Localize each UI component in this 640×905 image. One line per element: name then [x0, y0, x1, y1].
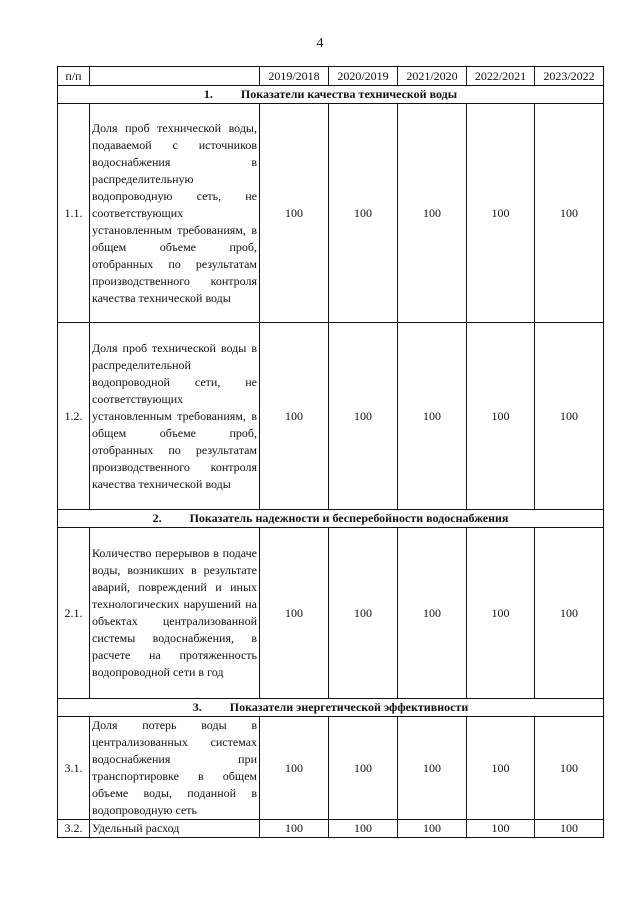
value-cell: 100 — [535, 104, 604, 323]
value-cell: 100 — [467, 323, 535, 510]
table-header-row — [58, 67, 604, 86]
value-cell: 100 — [535, 528, 604, 699]
value-cell: 100 — [467, 717, 535, 820]
header-year-cell: 2021/2020 — [398, 67, 467, 86]
value-cell: 100 — [260, 323, 329, 510]
value-cell: 100 — [329, 104, 398, 323]
value-cell: 100 — [398, 820, 467, 838]
value-cell: 100 — [329, 323, 398, 510]
value-cell: 100 — [535, 323, 604, 510]
indicator-description-cell: Доля проб технической воды, подаваемой с источников водоснабжения в распределительную водопроводную сеть, не соответствующих установленным требованиям, в общем объеме проб, отобранных по результатам производственного контроля качества технической воды — [90, 104, 260, 323]
header-year-cell: 2020/2019 — [329, 67, 398, 86]
table-row — [58, 104, 604, 323]
value-cell: 100 — [260, 717, 329, 820]
value-cell: 100 — [260, 104, 329, 323]
header-year-cell: 2022/2021 — [467, 67, 535, 86]
table-body — [58, 67, 604, 838]
indicator-description-cell: Доля проб технической воды в распределительной водопроводной сети, не соответствующих установленным требованиям, в общем объеме проб, отобранных по результатам производственного контроля качества технической воды — [90, 323, 260, 510]
page-number: 4 — [316, 36, 324, 51]
table-row — [58, 528, 604, 699]
table-row — [58, 717, 604, 820]
section-row — [58, 510, 604, 528]
header-num-cell: п/п — [58, 67, 90, 86]
section-header-cell — [58, 510, 604, 528]
section-title: Показатели качества технической воды — [240, 87, 458, 101]
value-cell: 100 — [329, 717, 398, 820]
value-cell: 100 — [398, 528, 467, 699]
value-cell: 100 — [260, 820, 329, 838]
section-number: 3. — [192, 700, 202, 714]
header-desc-cell — [90, 67, 260, 86]
value-cell: 100 — [535, 820, 604, 838]
section-title: Показатели энергетической эффективности — [229, 700, 469, 714]
section-row — [58, 86, 604, 104]
row-number-cell: 1.2. — [58, 323, 90, 510]
row-number-cell: 1.1. — [58, 104, 90, 323]
section-header-cell — [58, 699, 604, 717]
section-number: 1. — [203, 87, 213, 101]
value-cell: 100 — [467, 528, 535, 699]
value-cell: 100 — [329, 528, 398, 699]
row-number-cell: 3.1. — [58, 717, 90, 820]
section-title: Показатель надежности и бесперебойности водоснабжения — [189, 511, 509, 525]
value-cell: 100 — [398, 104, 467, 323]
header-year-cell: 2019/2018 — [260, 67, 329, 86]
row-number-cell: 2.1. — [58, 528, 90, 699]
section-number: 2. — [152, 511, 162, 525]
indicator-description-cell: Доля потерь воды в централизованных системах водоснабжения при транспортировке в общем объеме воды, поданной в водопроводную сеть — [90, 717, 260, 820]
value-cell: 100 — [329, 820, 398, 838]
section-row — [58, 699, 604, 717]
value-cell: 100 — [535, 717, 604, 820]
header-year-cell: 2023/2022 — [535, 67, 604, 86]
value-cell: 100 — [398, 323, 467, 510]
section-header-cell — [58, 86, 604, 104]
table-row — [58, 820, 604, 838]
indicators-table — [57, 66, 604, 838]
value-cell: 100 — [467, 104, 535, 323]
row-number-cell: 3.2. — [58, 820, 90, 838]
value-cell: 100 — [398, 717, 467, 820]
value-cell: 100 — [260, 528, 329, 699]
table-row — [58, 323, 604, 510]
indicator-description-cell: Удельный расход — [90, 820, 260, 838]
value-cell: 100 — [467, 820, 535, 838]
indicator-description-cell: Количество перерывов в подаче воды, возникших в результате аварий, повреждений и иных технологических нарушений на объектах централизованной системы водоснабжения, в расчете на протяженность водопроводной сети в год — [90, 528, 260, 699]
